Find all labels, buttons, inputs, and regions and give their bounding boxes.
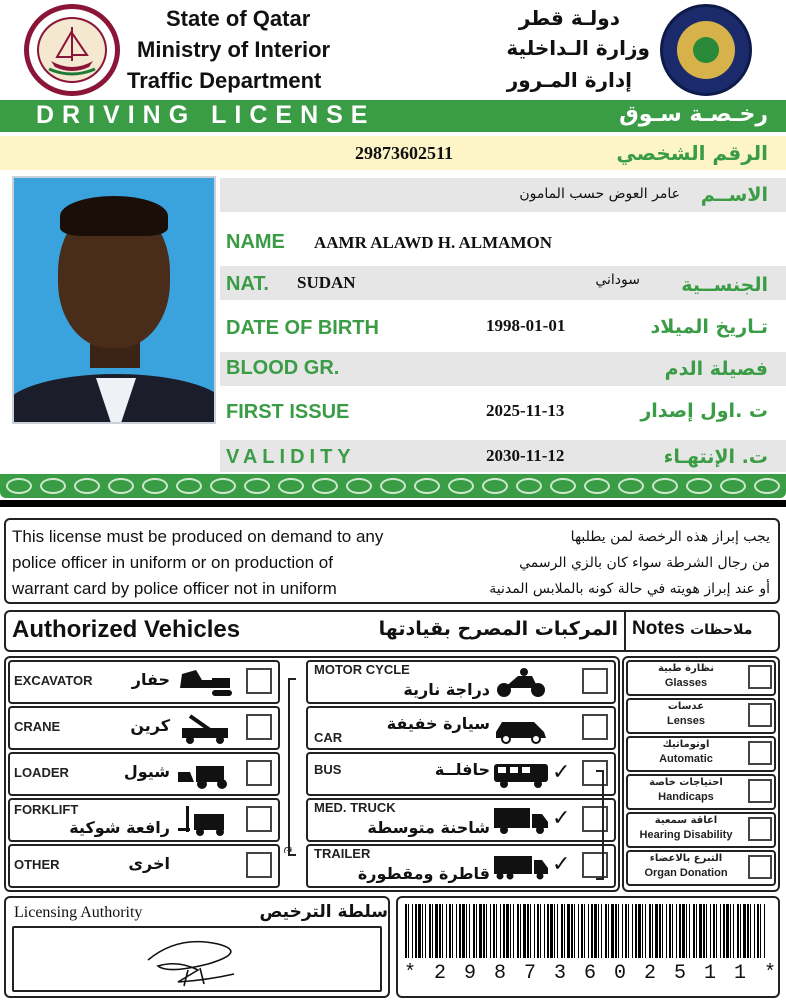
- barcode-bar: [737, 904, 739, 958]
- barcode-bar: [649, 904, 651, 958]
- border-motif: [40, 478, 66, 494]
- dob-value: 1998-01-01: [486, 316, 566, 335]
- check-mark-icon: ✓: [552, 806, 571, 831]
- notice-text-en: [12, 524, 392, 602]
- barcode-bar: [618, 904, 619, 958]
- barcode-bar: [720, 904, 721, 958]
- barcode-bar: [662, 904, 663, 958]
- vehicle-name-en: OTHER: [14, 857, 60, 872]
- nationality-label-ar: الجنســية: [681, 274, 768, 296]
- border-motif: [482, 478, 508, 494]
- barcode-bar: [754, 904, 755, 958]
- border-motif: [108, 478, 134, 494]
- vehicle-name-en: LOADER: [14, 765, 69, 780]
- barcode-bar: [459, 904, 461, 958]
- department-name-ar: إدارة المـرور: [506, 68, 632, 92]
- barcode-bar: [462, 904, 465, 958]
- barcode-bar: [743, 904, 746, 958]
- notes-title-ar: ملاحظات: [690, 622, 753, 638]
- barcode-bar: [628, 904, 629, 958]
- notice-en-line-3: warrant card by police officer not in uniform: [12, 579, 337, 598]
- barcode-bar: [479, 904, 482, 958]
- first-issue-label-ar: ت .اول إصدار: [640, 400, 768, 422]
- barcode-bar: [520, 904, 521, 958]
- vehicle-name-en: EXCAVATOR: [14, 673, 93, 688]
- barcode-bar: [517, 904, 519, 958]
- border-motif: [380, 478, 406, 494]
- barcode-bar: [506, 904, 509, 958]
- barcode-bar: [564, 904, 565, 958]
- barcode-bar: [578, 904, 579, 958]
- barcode-bar: [490, 904, 491, 958]
- barcode-bar: [561, 904, 563, 958]
- vehicle-name-en: CAR: [314, 730, 343, 745]
- vehicle-name-ar: دراجة نارية: [403, 680, 490, 699]
- category-bracket-left: [288, 678, 296, 856]
- vehicle-name-en: FORKLIFT: [14, 802, 79, 817]
- barcode-bar: [581, 904, 583, 958]
- border-motif: [652, 478, 678, 494]
- barcode-bar: [435, 904, 438, 958]
- notice-ar-line-2: من رجال الشرطة سواء كان بالزي الرسمي: [519, 555, 770, 571]
- personal-number-label-ar: الرقم الشخصي: [616, 141, 768, 165]
- barcode-bar: [557, 904, 558, 958]
- vehicle-checkbox[interactable]: [582, 852, 608, 878]
- bus-icon: [492, 758, 550, 790]
- note-checkbox[interactable]: [748, 741, 772, 765]
- holder-photo: [12, 176, 216, 424]
- vehicle-name-ar: شيول: [123, 762, 170, 781]
- barcode-bar: [638, 904, 641, 958]
- note-checkbox[interactable]: [748, 855, 772, 879]
- barcode-bar: [425, 904, 426, 958]
- barcode-bar: [615, 904, 617, 958]
- category-bracket-right: [596, 770, 604, 880]
- vehicle-checkbox[interactable]: [582, 760, 608, 786]
- barcode-bar: [496, 904, 497, 958]
- note-checkbox[interactable]: [748, 779, 772, 803]
- barcode-bar: [571, 904, 573, 958]
- vehicle-name-ar: سيارة خفيفة: [386, 714, 490, 733]
- notice-ar-line-3: أو عند إبراز هويته في حالة كونه بالملابس المدنية: [489, 581, 770, 597]
- licensing-authority-label-ar: سلطة الترخيص: [259, 902, 388, 922]
- note-label-en: Organ Donation: [644, 867, 728, 879]
- note-label-en: Handicaps: [658, 791, 714, 803]
- state-name-ar: دولـة قطر: [518, 6, 620, 30]
- barcode-bar: [679, 904, 681, 958]
- ministry-name-en: Ministry of Interior: [137, 37, 331, 62]
- validity-label-en: VALIDITY: [226, 446, 356, 468]
- excavator-icon: [176, 666, 234, 698]
- barcode-bar: [547, 904, 549, 958]
- barcode-bar: [594, 904, 597, 958]
- ministry-name-ar: وزارة الـداخلية: [506, 36, 650, 60]
- vehicle-name-en: BUS: [314, 762, 342, 777]
- vehicle-name-ar: رافعة شوكية: [69, 818, 170, 837]
- border-motif: [754, 478, 780, 494]
- signature-area: [12, 926, 382, 992]
- vehicle-checkbox[interactable]: [246, 668, 272, 694]
- notice-text-ar: [400, 524, 770, 602]
- barcode-bar: [591, 904, 593, 958]
- motorcycle-icon: [492, 666, 550, 698]
- vehicle-name-en: TRAILER: [314, 846, 371, 861]
- vehicle-checkbox[interactable]: [246, 714, 272, 740]
- border-motif: [346, 478, 372, 494]
- gcc-emblem: [660, 4, 752, 96]
- barcode-bar: [598, 904, 599, 958]
- decorative-border: [0, 474, 786, 498]
- dob-label-ar: تـاريخ الميلاد: [650, 316, 768, 338]
- barcode-bar: [530, 904, 531, 958]
- barcode-bar: [723, 904, 725, 958]
- vehicle-name-en: CRANE: [14, 719, 61, 734]
- qatar-state-seal: [24, 4, 120, 96]
- barcode-bar: [554, 904, 555, 958]
- vehicle-name-ar: حافلــة: [434, 760, 490, 779]
- licensing-authority-label-en: Licensing Authority: [14, 904, 143, 921]
- barcode-bar: [710, 904, 711, 958]
- vehicle-checkbox[interactable]: [582, 806, 608, 832]
- truck-icon: [492, 804, 550, 836]
- barcode-bar: [584, 904, 585, 958]
- barcode-bar: [740, 904, 741, 958]
- nationality-value-en: SUDAN: [297, 273, 356, 292]
- vehicle-name-en: MOTOR CYCLE: [314, 662, 410, 677]
- barcode-bar: [588, 904, 589, 958]
- barcode-bar: [469, 904, 470, 958]
- barcode-bar: [483, 904, 485, 958]
- license-title-en: DRIVING LICENSE: [36, 101, 376, 129]
- vehicle-name-ar: اخرى: [128, 854, 170, 873]
- vehicle-name-en: MED. TRUCK: [314, 800, 396, 815]
- barcode-bar: [456, 904, 457, 958]
- barcode-bar: [757, 904, 759, 958]
- border-motif: [618, 478, 644, 494]
- barcode-bar: [422, 904, 423, 958]
- barcode-bar: [608, 904, 609, 958]
- note-checkbox[interactable]: [748, 817, 772, 841]
- barcode-bar: [510, 904, 511, 958]
- trailer-truck-icon: [492, 850, 550, 882]
- barcode-bar: [699, 904, 702, 958]
- note-label-ar: التبرع بالاعضاء: [649, 853, 723, 864]
- card-divider: [0, 500, 786, 507]
- crane-truck-icon: [176, 712, 234, 744]
- bracket-label-left: ج: [284, 846, 297, 854]
- first-issue-label-en: FIRST ISSUE: [226, 401, 350, 423]
- authorized-vehicles-title-ar: المركبات المصرح بقيادتها: [378, 618, 618, 640]
- dhow-emblem: [29, 9, 115, 91]
- barcode-bar: [523, 904, 526, 958]
- barcode-bar: [466, 904, 467, 958]
- barcode-bar: [642, 904, 643, 958]
- barcode-bar: [449, 904, 451, 958]
- forklift-icon: [176, 804, 234, 836]
- barcode-bar: [706, 904, 707, 958]
- border-motif: [74, 478, 100, 494]
- barcode-bar: [408, 904, 409, 958]
- personal-number-value: 29873602511: [355, 143, 454, 163]
- vehicle-name-ar: حفار: [131, 670, 170, 689]
- note-label-en: Lenses: [667, 715, 705, 727]
- vehicle-checkbox[interactable]: [582, 714, 608, 740]
- barcode-bar: [415, 904, 417, 958]
- notice-en-line-1: This license must be produced on demand to any: [12, 527, 384, 546]
- border-motif: [312, 478, 338, 494]
- barcode-bar: [666, 904, 667, 958]
- barcode-bar: [493, 904, 495, 958]
- barcode-bar: [500, 904, 501, 958]
- notes-title: [632, 618, 752, 640]
- barcode-bar: [503, 904, 505, 958]
- nationality-label-en: NAT.: [226, 273, 269, 295]
- check-mark-icon: ✓: [552, 760, 571, 785]
- barcode-bar: [703, 904, 705, 958]
- name-label-ar: الاســم: [700, 184, 768, 206]
- holder-name-ar: عامر العوض حسب المامون: [519, 186, 680, 202]
- barcode-bar: [446, 904, 447, 958]
- note-label-en: Hearing Disability: [639, 829, 733, 841]
- barcode-bar: [527, 904, 529, 958]
- border-motif: [6, 478, 32, 494]
- barcode-bar: [486, 904, 487, 958]
- barcode-bar: [473, 904, 475, 958]
- notes-title-en: Notes: [632, 618, 685, 639]
- barcode-bar: [476, 904, 477, 958]
- barcode-bar: [669, 904, 671, 958]
- barcode-bar: [439, 904, 441, 958]
- border-motif: [686, 478, 712, 494]
- barcode-bar: [540, 904, 541, 958]
- barcode-bar: [676, 904, 677, 958]
- barcode-bar: [747, 904, 749, 958]
- border-motif: [516, 478, 542, 494]
- barcode-bar: [716, 904, 717, 958]
- border-motif: [278, 478, 304, 494]
- barcode-bar: [432, 904, 433, 958]
- barcode-bar: [544, 904, 545, 958]
- barcode-bar: [764, 904, 765, 958]
- note-label-ar: عدسات: [667, 701, 705, 712]
- vehicle-name-ar: شاحنة متوسطة: [367, 818, 490, 837]
- vehicle-name-ar: قاطرة ومقطورة: [357, 864, 490, 883]
- barcode-bar: [682, 904, 685, 958]
- notice-en-line-2: police officer in uniform or on production of: [12, 553, 333, 572]
- license-title-ar: رخـصـة سـوق: [619, 102, 768, 127]
- note-label-en: Automatic: [659, 753, 713, 765]
- barcode-bar: [429, 904, 431, 958]
- department-name-en: Traffic Department: [127, 68, 322, 93]
- note-checkbox[interactable]: [748, 665, 772, 689]
- authority-signature: [138, 930, 258, 990]
- border-motif: [210, 478, 236, 494]
- vehicle-checkbox[interactable]: [246, 760, 272, 786]
- note-label-ar: نظارة طبية: [657, 663, 715, 674]
- barcode-bar: [672, 904, 673, 958]
- barcode-bar: [750, 904, 751, 958]
- barcode-bar: [693, 904, 695, 958]
- border-motif: [584, 478, 610, 494]
- note-label-en: Glasses: [664, 677, 708, 689]
- barcode-bar: [652, 904, 653, 958]
- barcode-bar: [632, 904, 633, 958]
- photo-hair: [60, 196, 168, 236]
- barcode-bar: [550, 904, 553, 958]
- barcode-bar: [655, 904, 658, 958]
- barcode-bar: [442, 904, 443, 958]
- loader-icon: [176, 758, 234, 790]
- barcode-bar: [733, 904, 734, 958]
- barcode-bar: [622, 904, 623, 958]
- barcode-bar: [611, 904, 614, 958]
- validity-value: 2030-11-12: [486, 446, 565, 465]
- state-name-en: State of Qatar: [166, 6, 311, 31]
- border-motif: [176, 478, 202, 494]
- barcode-bar: [537, 904, 539, 958]
- validity-label-ar: ت. الإنتهـاء: [663, 446, 768, 468]
- vehicle-checkbox[interactable]: [246, 806, 272, 832]
- barcode-bars: [405, 904, 771, 958]
- barcode-bar: [713, 904, 715, 958]
- barcode-bar: [689, 904, 690, 958]
- note-label-ar: اوتوماتيك: [662, 739, 710, 750]
- vehicle-checkbox[interactable]: [582, 668, 608, 694]
- check-mark-icon: ✓: [552, 852, 571, 877]
- note-checkbox[interactable]: [748, 703, 772, 727]
- barcode-bar: [659, 904, 661, 958]
- barcode-bar: [696, 904, 697, 958]
- barcode-bar: [625, 904, 627, 958]
- border-motif: [244, 478, 270, 494]
- border-motif: [720, 478, 746, 494]
- barcode-bar: [726, 904, 729, 958]
- barcode-bar: [534, 904, 535, 958]
- barcode-bar: [605, 904, 607, 958]
- barcode-bar: [635, 904, 637, 958]
- nationality-value-ar: سوداني: [595, 272, 640, 288]
- barcode-bar: [645, 904, 646, 958]
- blood-label-ar: فصيلة الدم: [664, 358, 768, 380]
- barcode-bar: [405, 904, 407, 958]
- first-issue-value: 2025-11-13: [486, 401, 565, 420]
- barcode-bar: [418, 904, 421, 958]
- vehicle-name-ar: كرين: [130, 716, 170, 735]
- blood-label-en: BLOOD GR.: [226, 357, 340, 379]
- barcode-bar: [760, 904, 761, 958]
- vehicle-checkbox[interactable]: [246, 852, 272, 878]
- note-label-ar: احتياجات خاصة: [649, 777, 723, 788]
- border-motif: [142, 478, 168, 494]
- barcode-bar: [452, 904, 453, 958]
- border-motif: [448, 478, 474, 494]
- barcode-bar: [730, 904, 731, 958]
- barcode-bar: [686, 904, 687, 958]
- notice-ar-line-1: يجب إبراز هذه الرخصة لمن يطلبها: [570, 529, 770, 545]
- barcode-bar: [601, 904, 602, 958]
- authorized-vehicles-title-en: Authorized Vehicles: [12, 616, 241, 643]
- car-icon: [492, 712, 550, 744]
- barcode-bar: [513, 904, 514, 958]
- note-label-ar: اعاقة سمعية: [654, 815, 718, 826]
- name-label-en: NAME: [226, 231, 285, 253]
- barcode-bar: [567, 904, 570, 958]
- border-motif: [550, 478, 576, 494]
- dob-label-en: DATE OF BIRTH: [226, 317, 379, 339]
- barcode-bar: [412, 904, 413, 958]
- barcode-bar: [574, 904, 575, 958]
- gcc-emblem-map: [693, 37, 719, 63]
- border-motif: [414, 478, 440, 494]
- holder-name-en: AAMR ALAWD H. ALMAMON: [314, 233, 552, 252]
- barcode-number: * 2 9 8 7 3 6 0 2 5 1 1 *: [404, 962, 780, 985]
- header-divider: [624, 610, 626, 652]
